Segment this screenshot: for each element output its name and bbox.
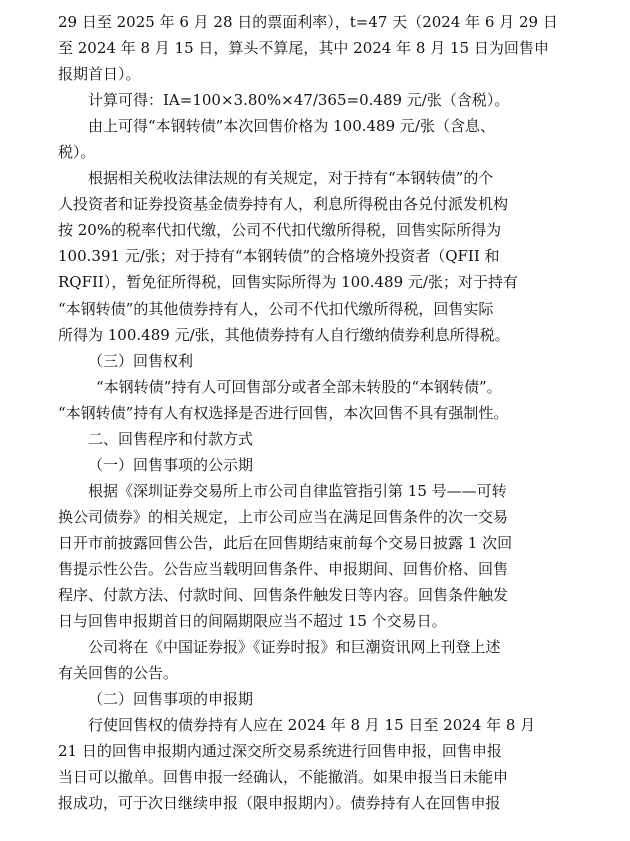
- text-line: 日与回售申报期首日的间隔期限应当不超过 15 个交易日。: [58, 612, 447, 631]
- text-line: 售提示性公告。公告应当载明回售条件、申报期间、回售价格、回售: [58, 559, 509, 578]
- text-line: 所得为 100.489 元/张，其他债券持有人自行缴纳债券利息所得税。: [58, 325, 510, 344]
- text-line: 100.391 元/张；对于持有“本钢转债”的合格境外投资者（QFII 和: [58, 247, 500, 266]
- text-line: 21 日的回售申报期内通过深交所交易系统进行回售申报，回售申报: [58, 742, 502, 761]
- text-line: 当日可以撤单。回售申报一经确认，不能撤消。如果申报当日未能申: [58, 768, 509, 787]
- document-page: [58, 9, 578, 816]
- text-line: 根据《深圳证券交易所上市公司自律监管指引第 15 号——可转: [88, 481, 507, 500]
- text-line: 根据相关税收法律法规的有关规定，对于持有“本钢转债”的个: [88, 169, 494, 188]
- text-line: 按 20%的税率代扣代缴，公司不代扣代缴所得税，回售实际所得为: [58, 221, 502, 240]
- text-line: 税）。: [58, 143, 96, 162]
- text-line: “本钢转债”持有人可回售部分或者全部未转股的“本钢转债”。: [96, 377, 502, 396]
- text-line: “本钢转债”的其他债券持有人，公司不代扣代缴所得税，回售实际: [58, 299, 494, 318]
- text-line: 至 2024 年 8 月 15 日，算头不算尾，其中 2024 年 8 月 15 日为回售申: [58, 39, 549, 58]
- text-line: 报成功，可于次日继续申报（限申报期内）。债券持有人在回售申报: [58, 794, 501, 813]
- text-line: 由上可得“本钢转债”本次回售价格为 100.489 元/张（含息、: [88, 117, 495, 136]
- text-line: 29 日至 2025 年 6 月 28 日的票面利率），t=47 天（2024 年 6 月 29 日: [58, 13, 558, 31]
- text-line: 日开市前披露回售公告，此后在回售期结束前每个交易日披露 1 次回: [58, 533, 513, 552]
- text-line: （三）回售权利: [88, 351, 194, 370]
- text-line: 程序、付款方法、付款时间、回售条件触发日等内容。回售条件触发: [58, 586, 509, 605]
- text-line: 有关回售的公告。: [58, 664, 179, 683]
- text-line: “本钢转债”持有人有权选择是否进行回售，本次回售不具有强制性。: [58, 403, 509, 422]
- text-line: （一）回售事项的公示期: [88, 455, 254, 474]
- text-line: RQFII），暂免征所得税，回售实际所得为 100.489 元/张；对于持有: [58, 273, 518, 292]
- text-line: 报期首日）。: [58, 65, 141, 84]
- text-line: 人投资者和证券投资基金债券持有人，利息所得税由各兑付派发机构: [58, 195, 509, 214]
- text-line: 换公司债券》的相关规定，上市公司应当在满足回售条件的次一交易: [58, 507, 509, 526]
- text-line: （二）回售事项的申报期: [88, 690, 254, 709]
- text-line: 二、回售程序和付款方式: [88, 429, 254, 448]
- text-line: 行使回售权的债券持有人应在 2024 年 8 月 15 日至 2024 年 8 月: [88, 716, 536, 735]
- text-line: 公司将在《中国证券报》《证券时报》和巨潮资讯网上刊登上述: [88, 638, 501, 657]
- text-line: 计算可得：IA=100×3.80%×47/365=0.489 元/张（含税）。: [88, 91, 510, 110]
